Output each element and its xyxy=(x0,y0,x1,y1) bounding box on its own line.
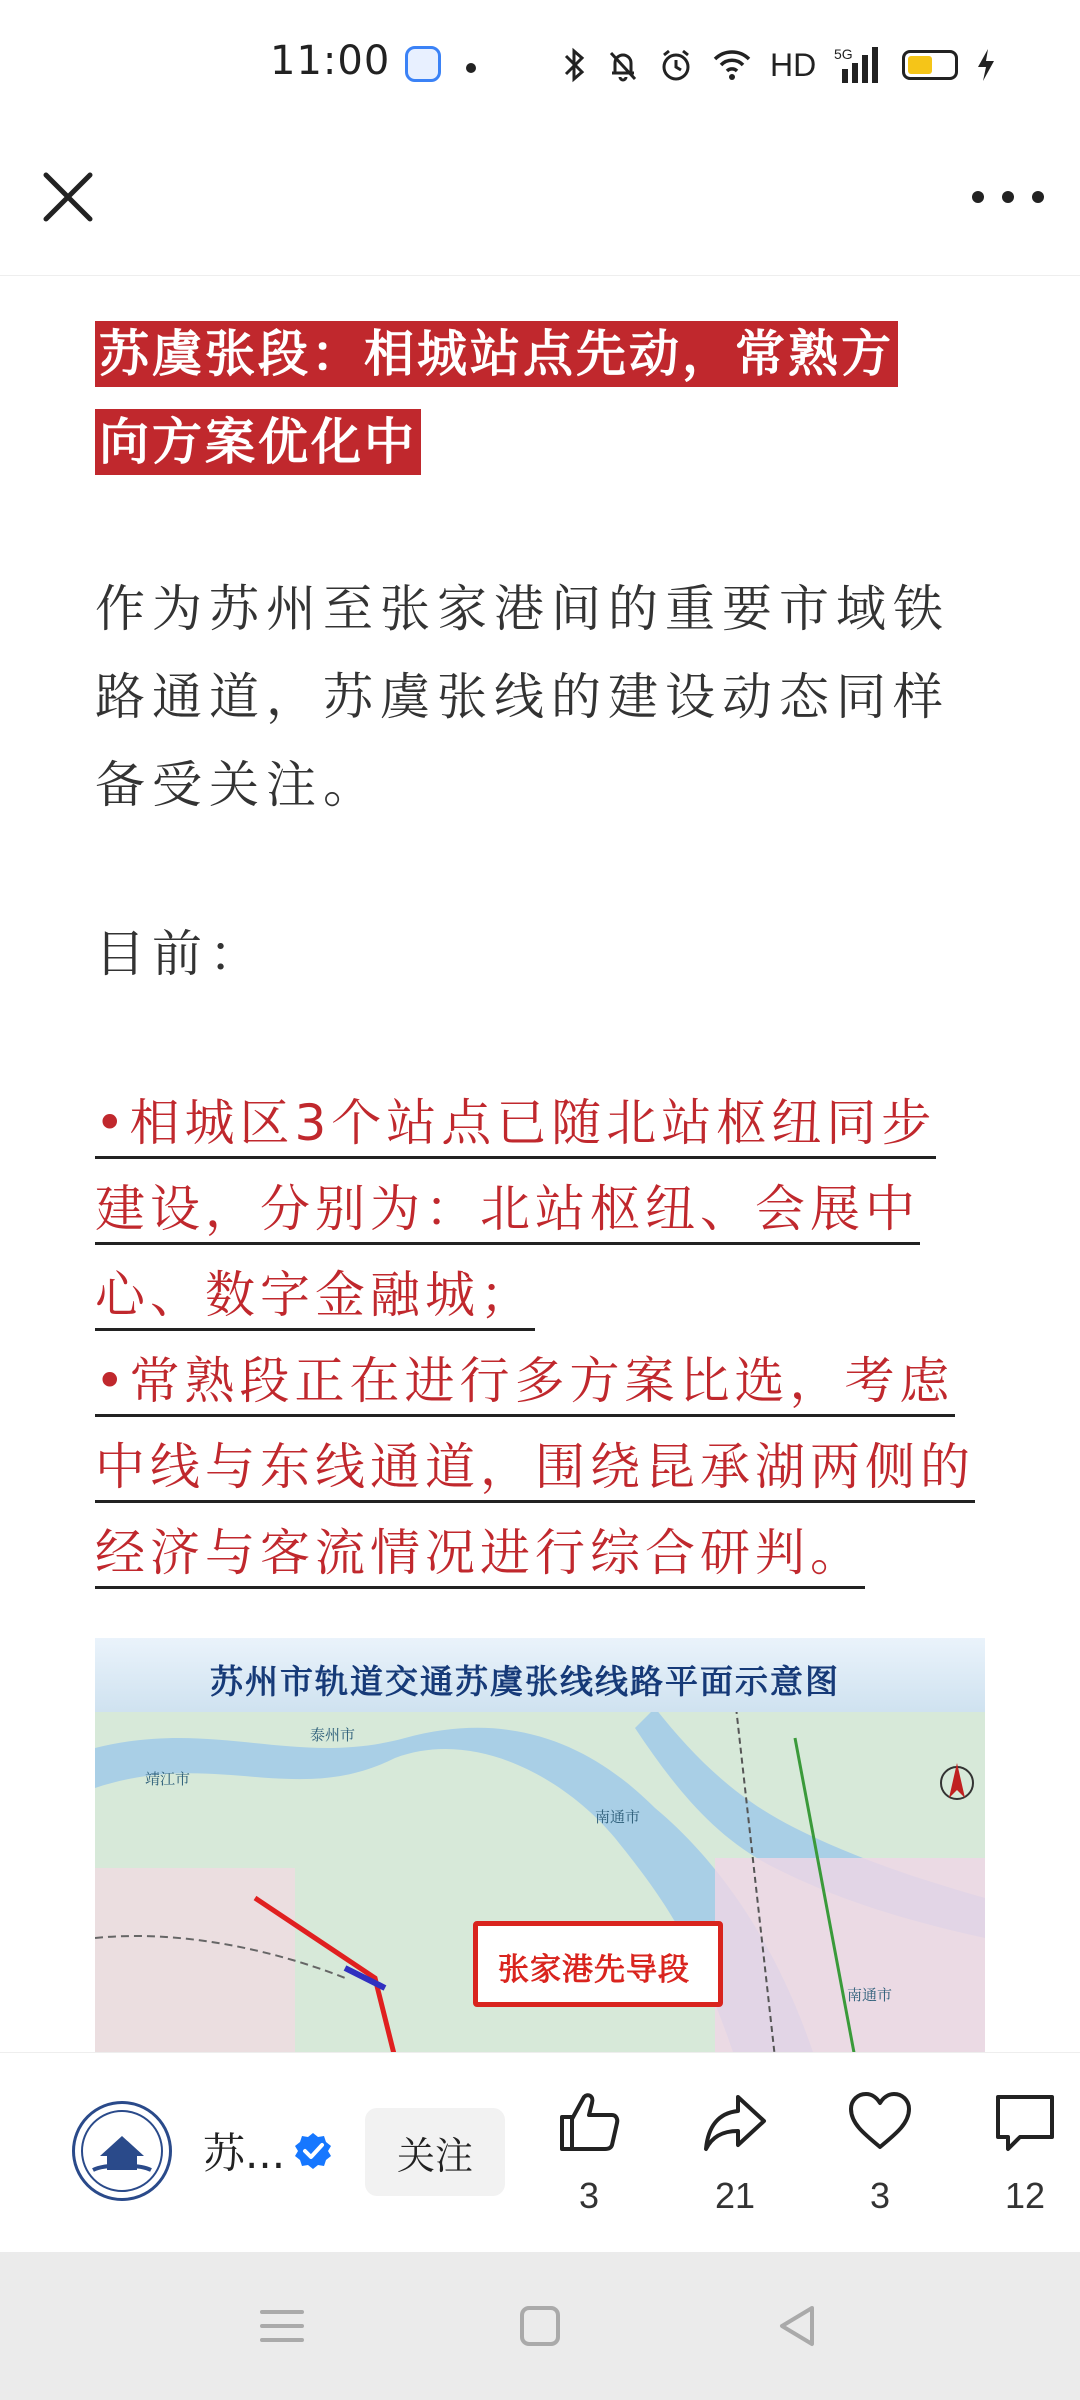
mute-icon xyxy=(606,47,640,83)
favorite-button[interactable] xyxy=(835,2087,925,2237)
follow-button[interactable]: 关注 xyxy=(365,2108,505,2196)
share-button[interactable] xyxy=(690,2087,780,2237)
alarm-icon xyxy=(658,47,694,83)
menu-icon xyxy=(252,2296,312,2356)
highlight-list xyxy=(95,1080,985,1596)
top-nav xyxy=(0,135,1080,276)
map-callout xyxy=(473,1921,723,2007)
comment-icon xyxy=(990,2087,1060,2157)
notification-dot-icon xyxy=(466,63,476,73)
map-title: 苏州市轨道交通苏虞张线线路平面示意图 xyxy=(210,1662,840,1701)
back-triangle-icon xyxy=(768,2296,828,2356)
author-name[interactable]: 苏... xyxy=(203,2129,286,2178)
map-title-bar xyxy=(95,1638,985,1712)
author-avatar[interactable] xyxy=(72,2101,172,2201)
bluetooth-icon xyxy=(560,47,588,83)
signal-icon xyxy=(834,45,884,85)
highlight-text: 常熟段正在进行多方案比选，考虑中线与东线通道，围绕昆承湖两侧的经济与客流情况进行综合研判。 xyxy=(95,1352,975,1582)
close-button[interactable] xyxy=(36,165,100,229)
section-heading xyxy=(95,310,985,486)
recent-apps-button[interactable] xyxy=(252,2296,312,2356)
map-place-label: 靖江市 xyxy=(145,1770,191,1788)
status-time: 11:00 xyxy=(270,38,391,84)
bullet: • xyxy=(95,1352,130,1410)
comment-count: 12 xyxy=(1004,2175,1046,2216)
app-notification-icon xyxy=(405,46,441,82)
route-map-image[interactable] xyxy=(95,1638,985,2058)
more-button[interactable] xyxy=(972,165,1044,229)
svg-text:5G: 5G xyxy=(834,46,853,62)
map-place-label: 泰州市 xyxy=(310,1726,356,1744)
status-bar xyxy=(0,0,1080,135)
heading-line-2: 向方案优化中 xyxy=(95,409,421,475)
charging-icon xyxy=(976,48,996,82)
paragraph-current: 目前： xyxy=(95,925,266,983)
comment-button[interactable] xyxy=(980,2087,1070,2237)
like-button[interactable] xyxy=(544,2087,634,2237)
close-icon xyxy=(36,165,100,229)
bullet: • xyxy=(95,1094,130,1152)
paragraph-intro: 作为苏州至张家港间的重要市域铁路通道，苏虞张线的建设动态同样备受关注。 xyxy=(95,580,950,814)
battery-level xyxy=(908,56,932,74)
wifi-icon xyxy=(712,48,752,82)
heading-line-1: 苏虞张段：相城站点先动，常熟方 xyxy=(95,321,898,387)
verified-icon xyxy=(293,2131,333,2171)
article-body xyxy=(95,310,985,1582)
back-button[interactable] xyxy=(768,2296,828,2356)
home-button[interactable] xyxy=(510,2296,570,2356)
hd-indicator: HD xyxy=(770,46,817,83)
map-place-label: 南通市 xyxy=(595,1808,641,1826)
battery-icon xyxy=(902,50,958,80)
highlight-item xyxy=(95,1080,985,1338)
map-place-label: 南通市 xyxy=(847,1986,893,2004)
system-navigation-bar xyxy=(0,2252,1080,2400)
status-icons xyxy=(560,40,996,90)
bottom-action-bar xyxy=(0,2052,1080,2253)
highlight-text: 相城区3个站点已随北站枢纽同步建设，分别为：北站枢纽、会展中心、数字金融城； xyxy=(95,1094,937,1324)
more-icon xyxy=(972,191,984,203)
highlight-item xyxy=(95,1338,985,1596)
home-square-icon xyxy=(510,2296,570,2356)
favorite-count: 3 xyxy=(869,2175,891,2216)
like-count: 3 xyxy=(578,2175,600,2216)
share-count: 21 xyxy=(714,2175,756,2216)
thumbs-up-icon xyxy=(554,2087,624,2157)
share-icon xyxy=(700,2087,770,2157)
heart-icon xyxy=(845,2087,915,2157)
avatar-logo-icon xyxy=(75,2104,169,2198)
callout-label: 张家港先导段 xyxy=(498,1952,690,1988)
